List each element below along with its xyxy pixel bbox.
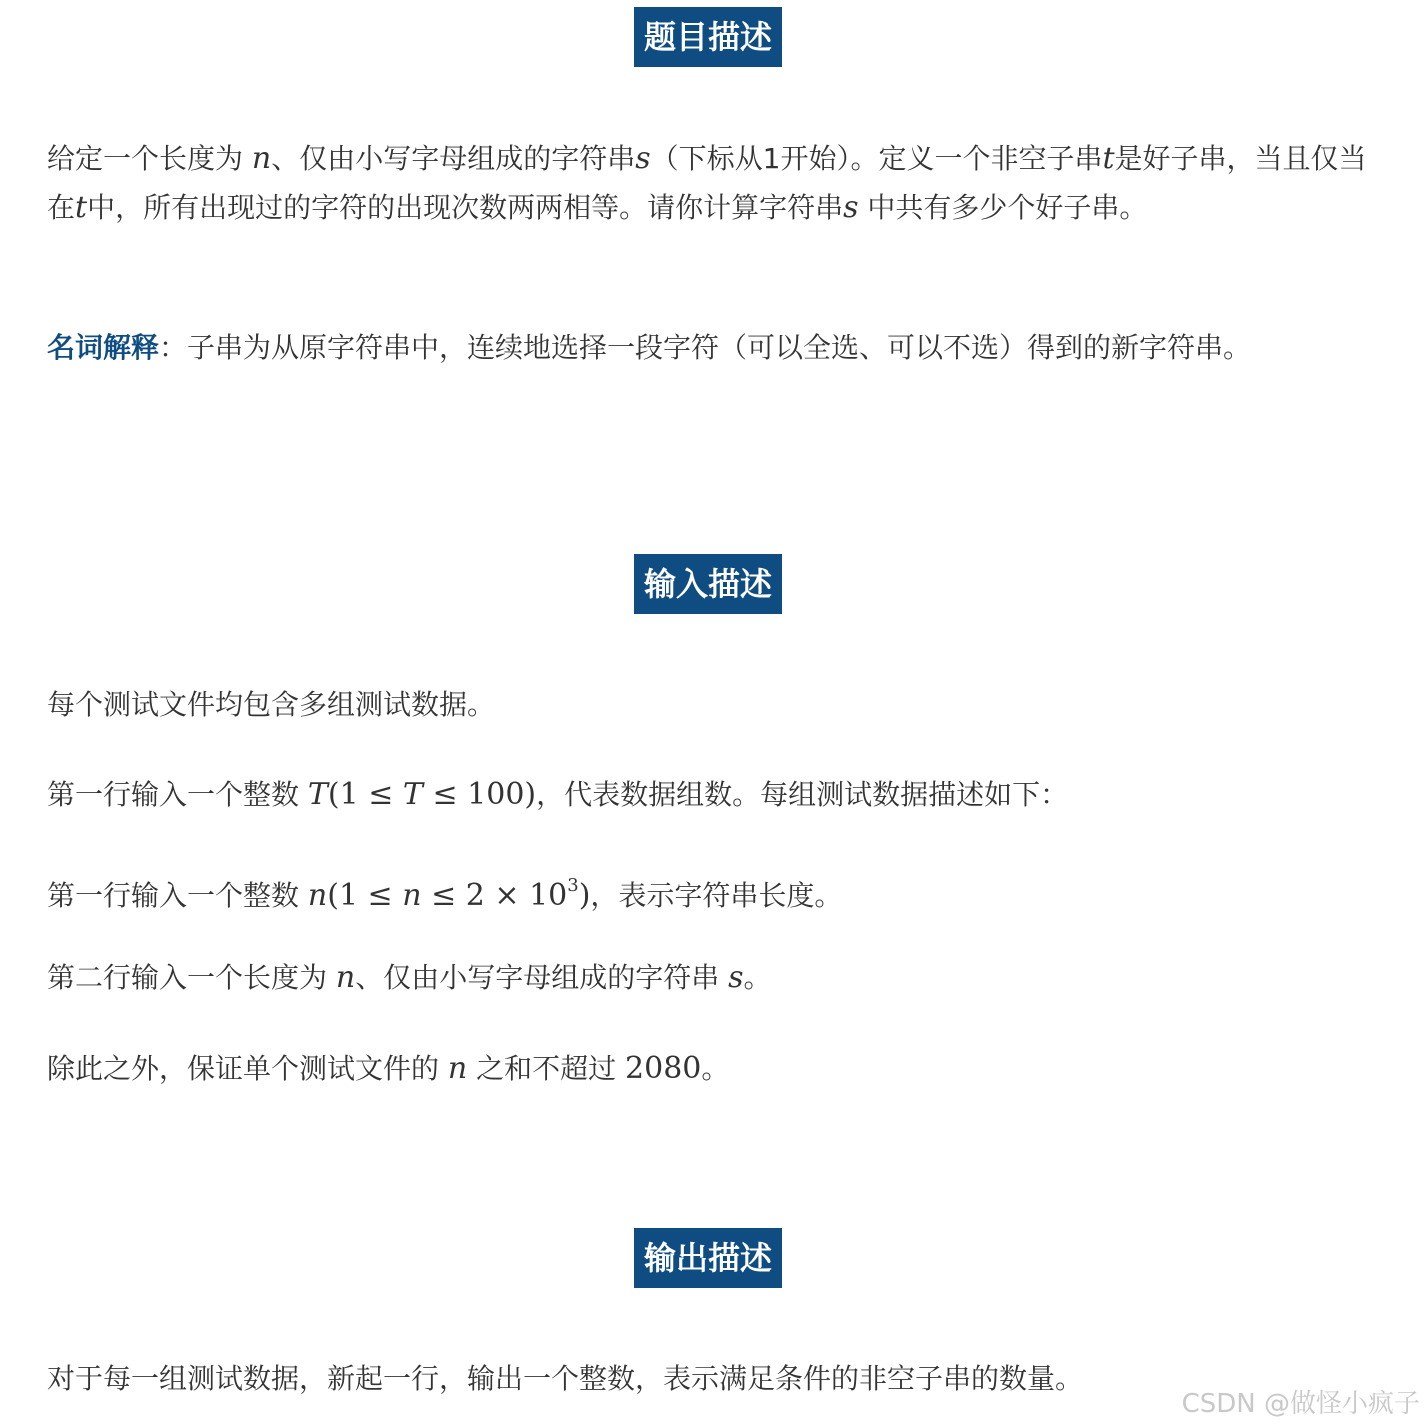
text-span: 。 <box>743 961 772 994</box>
text-span: （下标从1开始）。定义一个非空子串 <box>650 142 1103 175</box>
math-expr: ) <box>578 878 591 913</box>
input-line-2 <box>47 775 1068 815</box>
text-span: ，表示字符串长度。 <box>590 879 843 912</box>
text-span: 、仅由小写字母组成的字符串 <box>355 961 729 994</box>
text-span: ，代表数据组数。每组测试数据描述如下： <box>536 778 1069 811</box>
math-superscript: 3 <box>567 875 579 896</box>
input-line-5 <box>47 1049 729 1089</box>
math-expr: (1 ≤ <box>327 878 403 913</box>
input-line-1: 每个测试文件均包含多组测试数据。 <box>47 688 496 721</box>
watermark: CSDN @做怪小疯子 <box>1181 1389 1420 1419</box>
text-span: 第一行输入一个整数 <box>47 879 308 912</box>
math-number: 2080 <box>625 1051 702 1086</box>
definition-paragraph <box>47 323 1377 372</box>
math-s: s <box>843 190 859 225</box>
text-span: 除此之外，保证单个测试文件的 <box>47 1052 448 1085</box>
output-line-1: 对于每一组测试数据，新起一行，输出一个整数，表示满足条件的非空子串的数量。 <box>47 1362 1084 1395</box>
section-title-output: 输出描述 <box>634 1228 782 1288</box>
text-span: 是好子串，当且仅当在 <box>47 142 1367 224</box>
math-t: t <box>75 190 88 225</box>
text-span: 中，所有出现过的字符的出现次数两两相等。请你计算字符串 <box>87 191 844 224</box>
definition-text: ：子串为从原字符串中，连续地选择一段字符（可以全选、可以不选）得到的新字符串。 <box>159 331 1252 364</box>
text-span: 。 <box>701 1052 730 1085</box>
math-expr: ≤ 2 × 10 <box>421 878 568 913</box>
math-s: s <box>635 141 651 176</box>
text-span: 、仅由小写字母组成的字符串 <box>271 142 636 175</box>
text-span: 第二行输入一个长度为 <box>47 961 336 994</box>
math-expr: (1 ≤ <box>327 777 403 812</box>
math-n: n <box>335 960 356 995</box>
math-n: n <box>251 141 272 176</box>
problem-paragraph <box>47 134 1377 232</box>
section-title-problem: 题目描述 <box>634 7 782 67</box>
math-T: T <box>402 777 423 812</box>
math-s: s <box>728 960 744 995</box>
text-span: 第一行输入一个整数 <box>47 778 308 811</box>
text-span: 中共有多少个好子串。 <box>858 191 1148 224</box>
term-label: 名词解释 <box>47 331 160 364</box>
math-n: n <box>402 878 422 913</box>
input-line-4 <box>47 958 772 998</box>
math-n: n <box>307 878 328 913</box>
text-span: 给定一个长度为 <box>47 142 252 175</box>
math-T: T <box>307 777 328 812</box>
text-span: 之和不超过 <box>467 1052 626 1085</box>
math-t: t <box>1102 141 1115 176</box>
section-title-input: 输入描述 <box>634 554 782 614</box>
input-line-3 <box>47 866 842 916</box>
math-expr: ≤ 100) <box>422 777 537 812</box>
math-n: n <box>447 1051 468 1086</box>
